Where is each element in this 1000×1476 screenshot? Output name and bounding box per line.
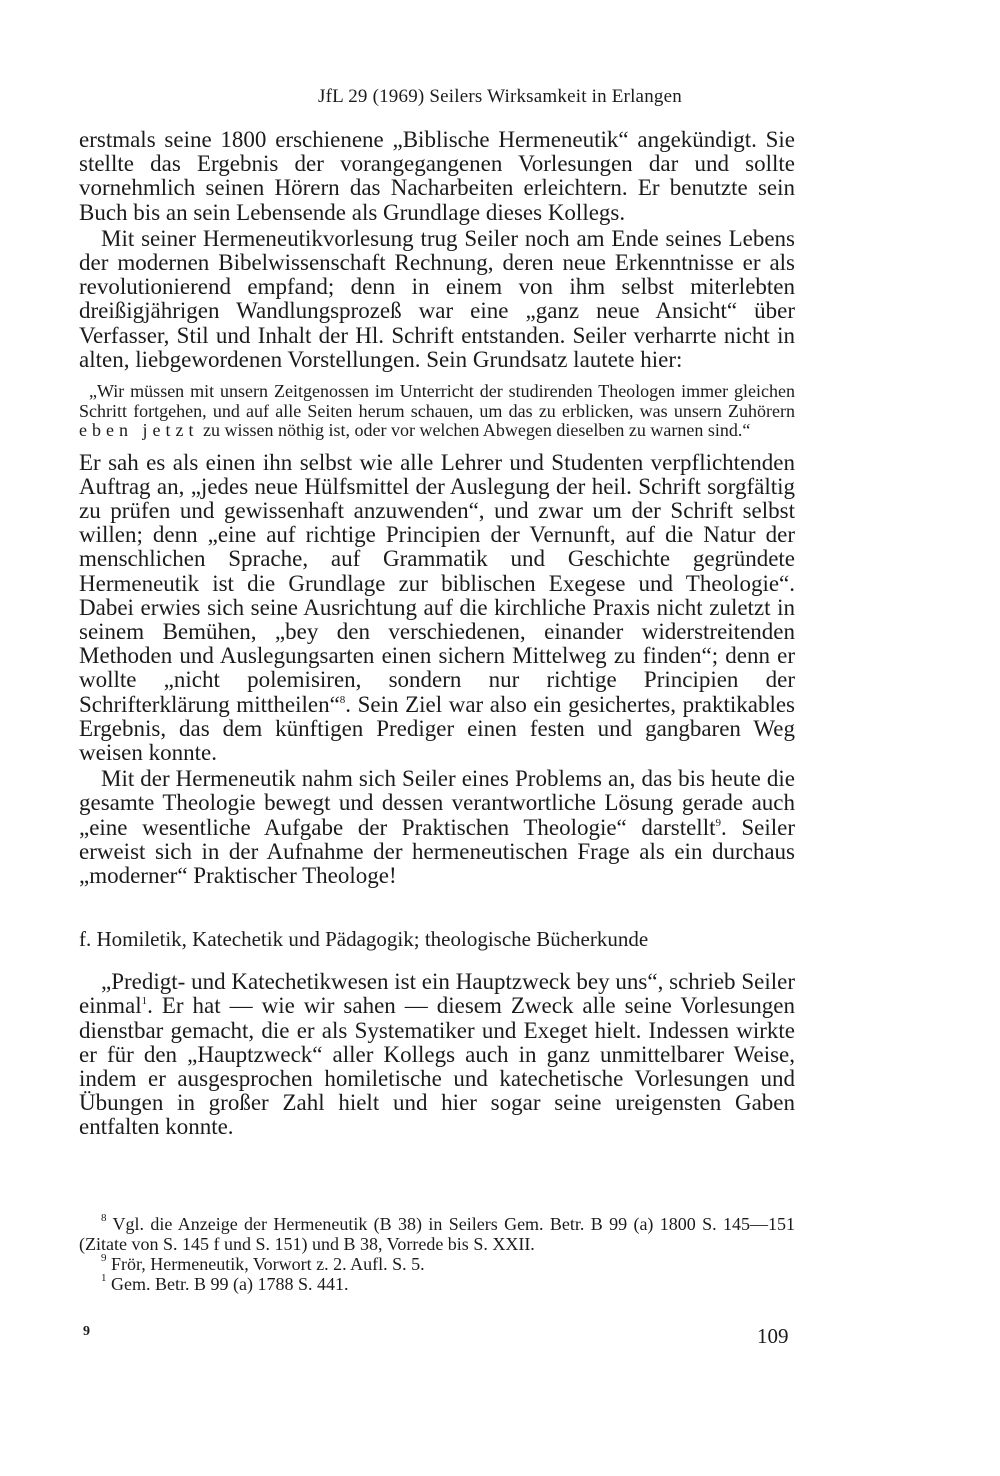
body-text [79,128,795,1140]
footnote-ref-9: 9 [715,816,721,829]
quote-emphasis: eben jetzt [79,420,199,441]
signature-mark: 9 [83,1324,90,1339]
paragraph-1: erstmals seine 1800 erschienene „Biblische Hermeneutik“ angekündigt. Sie stellte das Ergebnis der vorangegangenen Vorlesungen dar und sollte vornehmlich seinen Hörern das Nacharbeiten erleichtern. Er benutzte sein Buch bis an sein Lebensende als Grundlage dieses Kollegs. [79,127,795,225]
paragraph-4-text-end: . Seiler erweist sich in der Aufnahme der hermeneutischen Frage als ein durchaus „moderner“ Praktischer Theologe! [79,814,795,888]
footnote-text: Gem. Betr. B 99 (a) 1788 S. 441. [111,1274,349,1294]
page-number: 109 [757,1324,789,1348]
paragraph-5-text: „Predigt- und Katechetikwesen ist ein Hauptzweck bey uns“, schrieb Seiler einmal [79,969,795,1019]
footnote-mark: 9 [101,1252,107,1264]
footnotes [79,1214,795,1294]
footnote-mark: 8 [101,1212,107,1224]
quote-text-end: zu wissen nöthig ist, oder vor welchen Abwegen dieselben zu warnen sind.“ [202,420,751,441]
section-heading: f. Homiletik, Katechetik und Pädagogik; theologische Bücherkunde [79,927,649,952]
footnote-8 [79,1214,795,1254]
quote-text-start: „Wir müssen mit unsern Zeitgenossen im Unterricht der studirenden Theologen immer gleichen Schritt fortgehen, und auf alle Seiten herum schauen, um das zu erblicken, was unsern Zuhörern [79,381,795,421]
footnote-ref-8: 8 [339,693,346,706]
footnote-text: Frör, Hermeneutik, Vorwort z. 2. Aufl. S. 5. [111,1254,425,1274]
paragraph-3-text-end: . Sein Ziel war also ein gesichertes, praktikables Ergebnis, das dem künftigen Prediger einen festen und gangbaren Weg weisen konnte. [79,691,795,765]
block-quote [79,382,795,441]
paragraph-5 [79,970,795,1139]
running-head: JfL 29 (1969) Seilers Wirksamkeit in Erlangen [318,86,682,107]
paragraph-3-text: Er sah es als einen ihn selbst wie alle Lehrer und Studenten verpflichtenden Auftrag an, „jedes neue Hülfsmittel der Auslegung der heil. Schrift sorgfältig zu prüfen und gewissenhaft anzuwenden“, und zwar um der Schrift selbst willen; denn „eine auf richtige Principien der Vernunft, auf die Natur der menschlichen Sprache, auf Grammatik und Geschichte gegründete Hermeneutik ist die Grundlage zur biblischen Exegese und Theologie“. Dabei erwies sich seine Ausrichtung auf die kirchliche Praxis nicht zuletzt in seinem Bemühen, „bey den verschiedenen, einander widerstreitenden Methoden und Auslegungsarten einen sichern Mittelweg zu finden“; denn er wollte „nicht polemisiren, sondern nur richtige Principien der Schrifterklärung mittheilen“ [79,449,795,717]
paragraph-5-text-end: . Er hat — wie wir sahen — diesem Zweck alle seine Vorlesungen dienstbar gemacht, die er als Systematiker und Exeget hielt. Indessen wirkte er für den „Hauptzweck“ aller Kollegs auch in ganz unmittelbarer Weise, indem er ausgesprochen homiletische und katechetische Vorlesungen und Übungen in großer Zahl hielt und hier sogar seine ureigensten Gaben entfalten konnte. [79,993,795,1140]
footnote-ref-1: 1 [141,995,148,1008]
footnote-1 [79,1274,795,1294]
footnote-9 [79,1254,795,1274]
footnote-mark: 1 [101,1272,107,1284]
paragraph-4-text: Mit der Hermeneutik nahm sich Seiler eines Problems an, das bis heute die gesamte Theologie bewegt und dessen verantwortliche Lösung gerade auch „eine wesentliche Aufgabe der Praktischen Theologie“ darstellt [79,766,795,840]
paragraph-2: Mit seiner Hermeneutikvorlesung trug Seiler noch am Ende seines Lebens der modernen Bibelwissenschaft Rechnung, deren neue Erkenntnisse er als revolutionierend empfand; denn in einem von ihm selbst miterlebten dreißigjährigen Wandlungsprozeß war eine „ganz neue Ansicht“ über Verfasser, Stil und Inhalt der Hl. Schrift entstanden. Seiler verharrte nicht in alten, liebgewordenen Vorstellungen. Sein Grundsatz lautete hier: [79,225,795,372]
footnote-text: Vgl. die Anzeige der Hermeneutik (B 38) in Seilers Gem. Betr. B 99 (a) 1800 S. 145—151 (Zitate von S. 145 f und S. 151) und B 38, Vorrede bis S. XXII. [79,1214,795,1254]
paragraph-4 [79,767,795,888]
paragraph-3 [79,451,795,766]
